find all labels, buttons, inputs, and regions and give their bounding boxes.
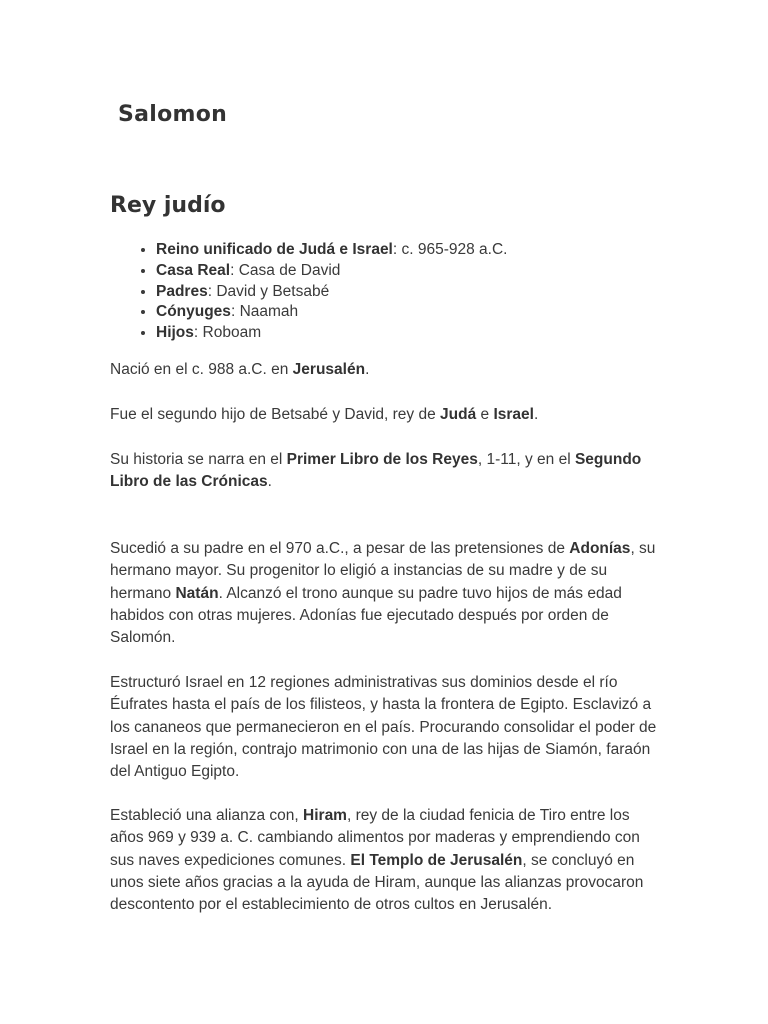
paragraph-succession bbox=[110, 538, 660, 649]
fact-spouses bbox=[156, 302, 507, 323]
text-run-bold: Adonías bbox=[569, 540, 631, 557]
text-run-bold: Judá bbox=[440, 406, 477, 423]
fact-children bbox=[156, 323, 507, 344]
fact-label: Reino unificado de Judá e Israel bbox=[156, 241, 393, 258]
paragraph-birth bbox=[110, 359, 660, 381]
text-run-bold: Jerusalén bbox=[292, 361, 366, 378]
text-run: . bbox=[533, 406, 539, 423]
paragraph-alliance bbox=[110, 805, 660, 916]
fact-separator: : bbox=[230, 261, 239, 279]
text-run: , 1-11, y en el bbox=[477, 451, 575, 468]
fact-value: Roboam bbox=[202, 324, 262, 342]
text-run-bold: Primer Libro de los Reyes bbox=[286, 451, 478, 468]
fact-value: Casa de David bbox=[238, 261, 341, 279]
document-title: Salomon bbox=[118, 102, 228, 127]
text-run-bold: Israel bbox=[493, 406, 534, 423]
text-run-bold: Segundo Libro de las Crónicas bbox=[110, 451, 642, 491]
facts-list bbox=[110, 240, 507, 344]
fact-value: c. 965-928 a.C. bbox=[401, 241, 508, 258]
text-run: . bbox=[267, 473, 272, 491]
fact-separator: : bbox=[392, 241, 402, 258]
fact-parents bbox=[156, 282, 507, 303]
text-run: Estableció una alianza con, bbox=[110, 807, 304, 824]
fact-value: David y Betsabé bbox=[216, 282, 330, 300]
text-run: , su hermano mayor. Su progenitor lo eligió a instancias de su madre y de su hermano bbox=[110, 540, 656, 602]
fact-kingdom bbox=[156, 240, 507, 261]
text-run: , rey de la ciudad fenicia de Tiro entre los años 969 y 939 a. C. cambiando alimentos por maderas y emprendiendo con sus naves expediciones comunes. bbox=[110, 807, 640, 869]
text-run-bold: Hiram bbox=[303, 807, 347, 824]
section-heading: Rey judío bbox=[110, 193, 226, 218]
text-run-bold: El Templo de Jerusalén bbox=[350, 851, 523, 869]
fact-label: Cónyuges bbox=[156, 303, 231, 321]
paragraph-sources bbox=[110, 449, 660, 494]
fact-separator: : bbox=[207, 282, 217, 300]
text-run: Su historia se narra en el bbox=[110, 451, 287, 468]
text-run: Estructuró Israel en 12 regiones administrativas sus dominios desde el río Éufrates hasta el país de los filisteos, y hasta la frontera de Egipto. Esclavizó a los cananeos que permanecieron en el país. Procurando consolidar el poder de Israel en la región, contrajo matrimonio con una de las hijas de Siamón, faraón del Antiguo Egipto. bbox=[110, 674, 657, 781]
text-run-bold: Natán bbox=[175, 584, 219, 602]
text-run: . Alcanzó el trono aunque su padre tuvo hijos de más edad habidos con otras mujeres. Adonías fue ejecutado después por orden de Salomón. bbox=[110, 584, 622, 647]
fact-label: Casa Real bbox=[156, 261, 231, 279]
fact-separator: : bbox=[230, 303, 240, 321]
text-run: Nació en el c. 988 a.C. en bbox=[110, 361, 293, 378]
paragraph-parents bbox=[110, 404, 660, 426]
text-run: , se concluyó en unos siete años gracias a la ayuda de Hiram, aunque las alianzas provocaron descontento por el establecimiento de otros cultos en Jerusalén. bbox=[110, 851, 644, 914]
fact-label: Padres bbox=[156, 282, 208, 300]
text-run: Fue el segundo hijo de Betsabé y David, rey de bbox=[110, 406, 441, 423]
fact-royal-house bbox=[156, 261, 507, 282]
text-run: Sucedió a su padre en el 970 a.C., a pesar de las pretensiones de bbox=[110, 540, 570, 557]
paragraph-administration bbox=[110, 672, 660, 783]
fact-value: Naamah bbox=[239, 303, 299, 321]
fact-label: Hijos bbox=[156, 324, 194, 342]
fact-separator: : bbox=[193, 324, 203, 342]
text-run: e bbox=[476, 406, 494, 423]
text-run: . bbox=[365, 361, 370, 378]
